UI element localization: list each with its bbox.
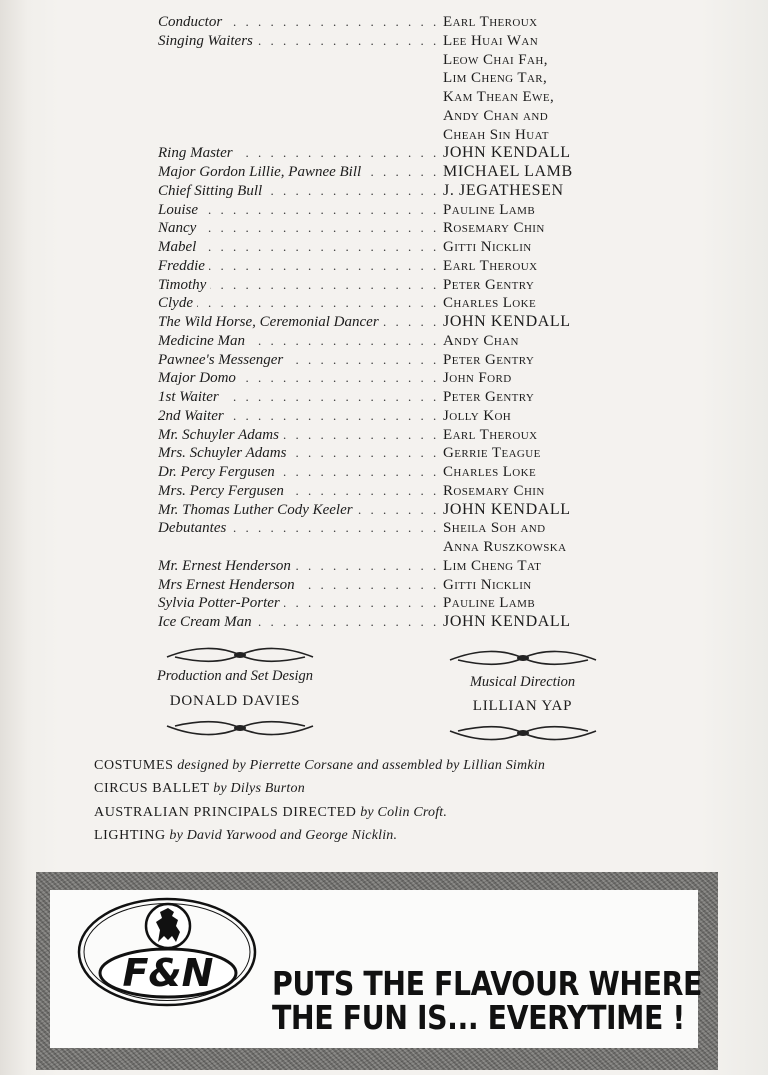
flourish-ornament <box>448 722 598 744</box>
cast-role-text: Pawnee's Messenger <box>158 352 287 368</box>
cast-role-text: Nancy <box>158 220 200 236</box>
cast-performer: JOHN KENDALL <box>443 144 571 162</box>
cast-role-text: Louise <box>158 202 202 218</box>
credit-line-lighting <box>94 828 397 844</box>
cast-performer: John Ford <box>443 370 512 387</box>
flourish-ornament <box>165 644 315 666</box>
cast-row <box>0 575 768 595</box>
cast-row <box>0 556 768 576</box>
cast-row <box>0 218 768 238</box>
cast-performer: MICHAEL LAMB <box>443 163 573 180</box>
cast-performer: Sheila Soh and <box>443 520 546 537</box>
cast-performer: Cheah Sin Huat <box>443 126 549 143</box>
cast-row <box>0 200 768 220</box>
cast-performer: J. JEGATHESEN <box>443 181 564 199</box>
cast-role <box>158 331 436 351</box>
cast-performer: Peter Gentry <box>443 351 535 368</box>
cast-role-text: Medicine Man <box>158 333 249 349</box>
cast-row <box>0 462 768 482</box>
cast-performer: Rosemary Chin <box>443 220 545 237</box>
cast-performer: Kam Thean Ewe, <box>443 89 555 105</box>
cast-role-text: Major Gordon Lillie, Pawnee Bill <box>158 164 365 180</box>
cast-role <box>158 350 436 370</box>
cast-role-text: Major Domo <box>158 370 240 386</box>
cast-row <box>0 612 768 632</box>
cast-role-text: Dr. Percy Fergusen <box>158 464 279 480</box>
cast-role <box>158 12 436 32</box>
cast-role-text: Mrs. Percy Fergusen <box>158 483 288 499</box>
cast-row <box>0 443 768 463</box>
cast-role <box>158 575 436 595</box>
cast-role-text: Mr. Ernest Henderson <box>158 558 295 574</box>
cast-role <box>158 312 436 332</box>
cast-role-text: 1st Waiter <box>158 389 223 405</box>
credit-line-label: LIGHTING <box>94 828 166 843</box>
cast-row <box>0 331 768 351</box>
cast-role <box>158 162 436 182</box>
cast-row <box>0 275 768 295</box>
credit-line-detail: by Colin Croft. <box>360 805 448 820</box>
cast-row <box>0 593 768 613</box>
cast-row <box>0 237 768 257</box>
credit-line-label: AUSTRALIAN PRINCIPALS DIRECTED <box>94 805 357 820</box>
cast-role <box>158 500 436 520</box>
cast-performer: Leow Chai Fah, <box>443 51 548 68</box>
cast-row <box>0 406 768 426</box>
cast-row <box>0 481 768 501</box>
cast-role <box>158 612 436 632</box>
ad-slogan-line-1: PUTS THE FLAVOUR WHERE <box>272 964 703 1003</box>
cast-role-text: Freddie <box>158 258 209 274</box>
cast-performer: Anna Ruszkowska <box>443 539 567 555</box>
flourish-ornament <box>165 717 315 739</box>
cast-role <box>158 593 436 613</box>
cast-performer: JOHN KENDALL <box>443 500 571 518</box>
cast-role-text: Mrs Ernest Henderson <box>158 577 299 593</box>
cast-role <box>158 218 436 238</box>
cast-role-text: Ring Master <box>158 145 237 161</box>
cast-role <box>158 462 436 482</box>
cast-performer: Jolly Koh <box>443 407 512 424</box>
cast-row <box>0 50 768 70</box>
credit-line-detail: designed by Pierrette Corsane and assembled by Lillian Simkin <box>177 758 546 773</box>
credit-line-costumes <box>94 758 545 774</box>
cast-role <box>158 481 436 501</box>
cast-row <box>0 312 768 332</box>
cast-row <box>0 68 768 88</box>
cast-row <box>0 518 768 538</box>
cast-role <box>158 368 436 388</box>
cast-role-text: Timothy <box>158 277 210 293</box>
cast-performer: Gitti Nicklin <box>443 239 532 255</box>
cast-row <box>0 368 768 388</box>
cast-row <box>0 256 768 276</box>
cast-role <box>158 275 436 295</box>
lion-rampant-icon <box>146 904 190 948</box>
cast-performer: Rosemary Chin <box>443 482 545 499</box>
cast-performer: Charles Loke <box>443 295 537 312</box>
cast-role <box>158 387 436 407</box>
cast-performer: Pauline Lamb <box>443 201 536 218</box>
cast-row <box>0 31 768 51</box>
credit-line-detail: by Dilys Burton <box>213 781 305 796</box>
ad-slogan-line-2: THE FUN IS... EVERYTIME ! <box>272 998 685 1037</box>
cast-role <box>158 31 436 51</box>
cast-performer: Pauline Lamb <box>443 595 536 612</box>
credit-line-detail: by David Yarwood and George Nicklin. <box>169 828 398 843</box>
cast-performer: JOHN KENDALL <box>443 613 571 630</box>
cast-role-text: Conductor <box>158 14 226 30</box>
cast-row <box>0 537 768 557</box>
fn-logo-text: F&N <box>122 951 214 995</box>
fn-logo <box>76 896 258 1008</box>
cast-role-text: Singing Waiters <box>158 33 257 49</box>
cast-role-text: Sylvia Potter-Porter <box>158 595 284 611</box>
cast-role <box>158 256 436 276</box>
cast-performer: Earl Theroux <box>443 257 538 274</box>
cast-role-text: The Wild Horse, Ceremonial Dancer <box>158 314 383 330</box>
credit-line-label: CIRCUS BALLET <box>94 781 210 796</box>
cast-row <box>0 125 768 145</box>
production-credit-name: DONALD DAVIES <box>169 693 301 709</box>
cast-performer: Lim Cheng Tar, <box>443 70 548 87</box>
cast-row <box>0 500 768 520</box>
cast-performer: Lim Cheng Tat <box>443 557 542 574</box>
cast-performer: Andy Chan <box>443 332 519 349</box>
cast-performer: Peter Gentry <box>443 389 535 405</box>
cast-row <box>0 387 768 407</box>
cast-performer: Andy Chan and <box>443 107 549 124</box>
cast-role-text: Mabel <box>158 239 200 255</box>
cast-role-text: Clyde <box>158 295 197 311</box>
cast-role <box>158 406 436 426</box>
cast-role <box>158 293 436 313</box>
cast-performer: Gerrie Teague <box>443 445 541 462</box>
cast-role <box>158 425 436 445</box>
cast-role <box>158 237 436 257</box>
production-credit-title: Production and Set Design <box>156 668 314 684</box>
cast-performer: Peter Gentry <box>443 276 535 293</box>
cast-role <box>158 181 436 201</box>
cast-performer: Lee Huai Wan <box>443 32 539 49</box>
cast-row <box>0 106 768 126</box>
cast-row <box>0 87 768 107</box>
music-credit-name: LILLIAN YAP <box>472 698 573 714</box>
cast-row <box>0 143 768 163</box>
cast-row <box>0 293 768 313</box>
cast-row <box>0 425 768 445</box>
cast-role <box>158 200 436 220</box>
cast-performer: Charles Loke <box>443 464 537 480</box>
cast-role-text: 2nd Waiter <box>158 408 228 424</box>
cast-performer: JOHN KENDALL <box>443 313 571 330</box>
cast-row <box>0 12 768 32</box>
cast-role-text: Mr. Thomas Luther Cody Keeler <box>158 502 357 518</box>
cast-role-text: Chief Sitting Bull <box>158 183 266 199</box>
cast-row <box>0 181 768 201</box>
cast-performer: Earl Theroux <box>443 426 538 443</box>
music-credit-title: Musical Direction <box>469 674 576 690</box>
credit-line-label: COSTUMES <box>94 758 174 773</box>
flourish-ornament <box>448 647 598 669</box>
cast-row <box>0 162 768 182</box>
cast-role <box>158 518 436 538</box>
cast-role-text: Ice Cream Man <box>158 614 256 630</box>
cast-performer: Gitti Nicklin <box>443 576 532 593</box>
cast-role-text: Mrs. Schuyler Adams <box>158 445 290 461</box>
credit-line-principals <box>94 805 447 821</box>
cast-role-text: Mr. Schuyler Adams <box>158 427 283 443</box>
cast-row <box>0 350 768 370</box>
cast-role <box>158 556 436 576</box>
cast-role-text: Debutantes <box>158 520 230 536</box>
cast-role <box>158 143 436 163</box>
cast-role <box>158 443 436 463</box>
cast-performer: Earl Theroux <box>443 14 538 30</box>
credit-line-ballet <box>94 781 305 797</box>
